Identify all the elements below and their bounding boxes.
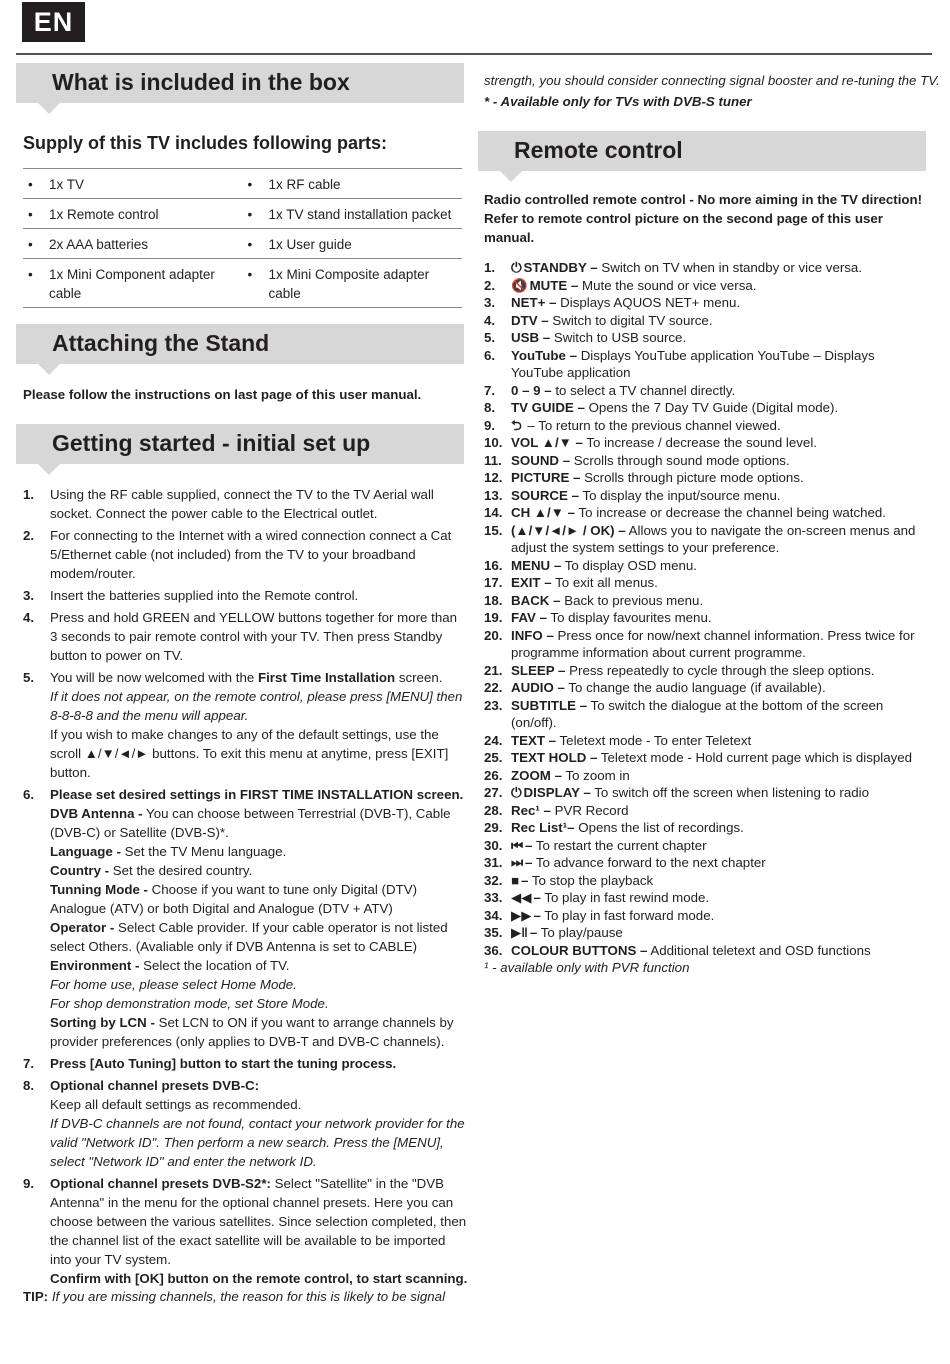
part-label: 1x Mini Composite adapter cable xyxy=(268,267,430,301)
item-number: 10. xyxy=(484,435,503,450)
list-item: 5. You will be now welcomed with the First Time Installation screen. If it does not appear, on the remote control, please press [MENU] then 8-8-8-8 and the menu will appear. If you wish to make changes to any of the default settings, use the scroll ▲/▼/◄/► buttons. To exit this menu at anytime, press [EXIT] button. xyxy=(23,670,463,780)
list-item xyxy=(484,942,929,960)
bullet-icon: • xyxy=(28,207,33,222)
button-description: Displays YouTube application YouTube – Displays YouTube application xyxy=(511,347,875,380)
header-notch xyxy=(500,171,522,182)
list-item xyxy=(484,522,929,557)
list-item xyxy=(484,557,929,575)
button-name: 0 – 9 – xyxy=(511,382,552,398)
button-name: ZOOM – xyxy=(511,767,562,783)
button-description: Press once for now/next channel information. Press twice for programme information about current programme. xyxy=(511,627,915,660)
table-row xyxy=(23,168,462,198)
skip-forward-icon: ⏭ xyxy=(511,855,523,870)
button-name: BACK – xyxy=(511,592,561,608)
button-name: TEXT – xyxy=(511,732,557,748)
item-number: 2. xyxy=(484,277,496,293)
item-number: 35. xyxy=(484,925,503,940)
button-name: NET+ – xyxy=(511,295,557,310)
table-cell xyxy=(243,229,463,258)
part-label: 1x TV xyxy=(49,177,85,192)
button-name: USB – xyxy=(511,330,551,345)
part-label: 1x Mini Component adapter cable xyxy=(49,267,215,301)
language-badge: EN xyxy=(22,2,85,42)
button-description: To switch off the screen when listening to radio xyxy=(590,785,869,800)
list-item xyxy=(484,487,929,505)
list-item xyxy=(484,854,929,872)
section-title: Attaching the Stand xyxy=(52,330,270,356)
button-name: – xyxy=(533,890,541,905)
item-number: 6. xyxy=(484,347,496,363)
list-item: 8. Optional channel presets DVB-C: Keep all default settings as recommended. If DVB-C channels are not found, contact your network provider for the valid "Network ID". Then perform a new search. Press the [MENU], select "Network ID" and enter the network ID. xyxy=(23,1078,465,1169)
list-item: 9. Optional channel presets DVB-S2*: Select "Satellite" in the "DVB Antenna" in the menu for the optional channel presets. Here you can choose between the various satellites. Since selection completed, then the channel list of the exact satellite will be available to be imported into your TV system. Confirm with [OK] button on the remote control, to start scanning. xyxy=(23,1176,468,1286)
rewind-icon: ◀◀ xyxy=(511,890,532,905)
table-cell xyxy=(243,199,463,228)
list-item xyxy=(484,312,929,330)
button-name: CH ▲/▼ – xyxy=(511,505,576,520)
item-number: 9. xyxy=(484,417,496,433)
list-item xyxy=(484,889,929,907)
item-number: 31. xyxy=(484,855,503,870)
section-header-remote xyxy=(478,131,926,171)
button-name: YouTube – xyxy=(511,347,577,363)
button-name: – xyxy=(521,872,529,888)
part-label: 1x User guide xyxy=(268,237,352,252)
header-notch xyxy=(38,364,60,375)
button-description: Additional teletext and OSD functions xyxy=(647,942,871,958)
list-item xyxy=(484,329,929,347)
button-name: – xyxy=(529,925,538,940)
list-item xyxy=(484,574,929,592)
item-number: 28. xyxy=(484,802,503,818)
button-description: PVR Record xyxy=(550,802,629,818)
list-item xyxy=(484,259,929,277)
item-number: 4. xyxy=(484,312,496,328)
parts-table xyxy=(23,168,462,308)
button-name: TV GUIDE – xyxy=(511,400,585,415)
button-description: Switch to USB source. xyxy=(550,330,687,345)
bullet-icon: • xyxy=(247,267,253,282)
mute-icon: 🔇 xyxy=(511,277,528,293)
button-description: Back to previous menu. xyxy=(560,592,704,608)
button-name: SOURCE – xyxy=(511,487,579,503)
item-number: 8. xyxy=(484,400,496,415)
button-description: Opens the 7 Day TV Guide (Digital mode). xyxy=(584,400,839,415)
setup-steps xyxy=(23,485,468,1291)
item-number: 16. xyxy=(484,557,503,573)
table-cell xyxy=(23,169,243,198)
item-number: 15. xyxy=(484,522,503,538)
header-notch xyxy=(38,103,60,114)
item-number: 33. xyxy=(484,890,503,905)
tip-label: TIP: xyxy=(23,1289,49,1304)
button-name: SOUND – xyxy=(511,452,571,468)
item-number: 17. xyxy=(484,575,503,590)
list-item xyxy=(484,767,929,785)
list-item xyxy=(484,802,929,820)
button-name: COLOUR BUTTONS – xyxy=(511,942,648,958)
button-name: MENU – xyxy=(511,557,562,573)
list-item: 7. Press [Auto Tuning] button to start the tuning process. xyxy=(23,1056,397,1071)
bullet-icon: • xyxy=(247,207,253,222)
skip-back-icon: ⏮ xyxy=(511,837,523,853)
power-icon: ⏻ xyxy=(511,260,522,275)
item-number: 20. xyxy=(484,627,503,643)
button-description: Allows you to navigate the on-screen menus and adjust the system settings to your preference. xyxy=(511,522,916,555)
button-description: To zoom in xyxy=(561,767,630,783)
list-item xyxy=(484,399,929,417)
button-name: TEXT HOLD – xyxy=(511,750,598,765)
list-item xyxy=(484,504,929,522)
item-number: 5. xyxy=(484,330,496,345)
button-name: DISPLAY – xyxy=(523,785,591,800)
list-item: 6. Please set desired settings in FIRST TIME INSTALLATION screen. DVB Antenna - You can choose between Terrestrial (DVB-T), Cable (DVB-C) or Satellite (DVB-S)*. Language - Set the TV Menu language. Country - Set the desired country. Tunning Mode - Choose if you want to tune only Digital (DTV) Analogue (ATV) or both Digital and Analogue (DTV + ATV) Operator - Select Cable provider. If your cable operator is not listed select Others. (Avaliable only if DVB Antenna is set to CABLE) Environment - Select the location of TV. For home use, please select Home Mode. For shop demonstration mode, set Store Mode. Sorting by LCN - Set LCN to ON if you want to arrange channels by provider preferences (only applies to DVB-T and DVB-C channels). xyxy=(23,787,464,1049)
item-number: 29. xyxy=(484,820,503,835)
button-description: Mute the sound or vice versa. xyxy=(578,277,757,293)
stop-icon: ■ xyxy=(511,872,520,888)
tip-note xyxy=(23,1287,445,1306)
tip-text: If you are missing channels, the reason for this is likely to be signal xyxy=(51,1289,446,1304)
button-description: To exit all menus. xyxy=(551,575,658,590)
button-name: DTV – xyxy=(511,312,549,328)
list-item xyxy=(484,819,929,837)
bullet-icon: • xyxy=(28,177,33,192)
button-name: SLEEP – xyxy=(511,662,566,678)
button-name: Rec List¹– xyxy=(511,820,575,835)
item-number: 34. xyxy=(484,907,503,923)
list-item: 1. Using the RF cable supplied, connect the TV to the TV Aerial wall socket. Connect the power cable to the Electrical outlet. xyxy=(23,487,434,521)
fast-forward-icon: ▶▶ xyxy=(511,907,532,923)
item-number: 27. xyxy=(484,785,503,800)
item-number: 19. xyxy=(484,610,503,625)
button-description: Press repeatedly to cycle through the sleep options. xyxy=(565,662,875,678)
list-item xyxy=(484,784,929,802)
section-title: What is included in the box xyxy=(52,69,350,95)
button-description: To play/pause xyxy=(537,925,623,940)
list-item xyxy=(484,907,929,925)
section-title: Getting started - initial set up xyxy=(52,430,371,456)
item-number: 26. xyxy=(484,767,503,783)
dvb-s-note: * - Available only for TVs with DVB-S tuner xyxy=(484,94,752,109)
list-item xyxy=(484,679,929,697)
button-name: VOL ▲/▼ – xyxy=(511,435,583,450)
button-description: To increase or decrease the channel being watched. xyxy=(575,505,886,520)
button-description: To change the audio language (if available). xyxy=(564,680,826,695)
item-number: 3. xyxy=(484,295,496,310)
part-label: 2x AAA batteries xyxy=(49,237,149,252)
button-name: – xyxy=(533,907,541,923)
list-item xyxy=(484,627,929,662)
header-notch xyxy=(38,464,60,475)
button-description: To switch the dialogue at the bottom of the screen (on/off). xyxy=(511,697,884,730)
button-description: Scrolls through sound mode options. xyxy=(570,452,790,468)
list-item xyxy=(484,697,929,732)
button-name: SUBTITLE – xyxy=(511,697,588,713)
button-name: FAV – xyxy=(511,610,547,625)
item-number: 14. xyxy=(484,505,503,520)
button-description: Teletext mode - To enter Teletext xyxy=(556,732,752,748)
list-item xyxy=(484,294,929,312)
list-item xyxy=(484,434,929,452)
stand-instructions: Please follow the instructions on last page of this user manual. xyxy=(23,387,422,402)
list-item xyxy=(484,732,929,750)
list-item xyxy=(484,872,929,890)
button-description: Teletext mode - Hold current page which is displayed xyxy=(597,750,913,765)
table-row xyxy=(23,258,462,308)
bullet-icon: • xyxy=(28,237,33,252)
button-name: (▲/▼/◄/► / OK) – xyxy=(511,522,626,538)
section-title: Remote control xyxy=(514,137,683,163)
list-item xyxy=(484,347,929,382)
button-name: MUTE – xyxy=(529,277,579,293)
button-name: – xyxy=(524,837,533,853)
list-item: 3. Insert the batteries supplied into the Remote control. xyxy=(23,588,359,603)
list-item xyxy=(484,662,929,680)
button-name: Rec¹ – xyxy=(511,802,551,818)
list-item xyxy=(484,837,929,855)
bullet-icon: • xyxy=(28,267,33,282)
button-description: To play in fast rewind mode. xyxy=(540,890,710,905)
button-description: To display OSD menu. xyxy=(561,557,697,573)
footnote: ¹ - available only with PVR function xyxy=(484,960,690,975)
list-item: 2. For connecting to the Internet with a wired connection connect a Cat 5/Ethernet cable (not included) from the TV to your broadband modem/router. xyxy=(23,528,452,581)
button-description: To restart the current chapter xyxy=(532,837,707,853)
button-description: To advance forward to the next chapter xyxy=(532,855,766,870)
table-cell xyxy=(243,169,463,198)
item-number: 24. xyxy=(484,732,503,748)
part-label: 1x RF cable xyxy=(268,177,341,192)
list-item xyxy=(484,417,929,435)
remote-buttons-list xyxy=(484,259,929,959)
button-description: Switch on TV when in standby or vice versa. xyxy=(597,260,863,275)
bullet-icon: • xyxy=(247,237,253,252)
item-number: 18. xyxy=(484,592,503,608)
list-item xyxy=(484,452,929,470)
table-cell xyxy=(243,259,463,307)
item-number: 25. xyxy=(484,750,503,765)
button-name: INFO – xyxy=(511,627,554,643)
button-description: To display favourites menu. xyxy=(546,610,712,625)
button-description: To play in fast forward mode. xyxy=(540,907,715,923)
table-cell xyxy=(23,229,243,258)
supply-heading: Supply of this TV includes following parts: xyxy=(23,133,388,153)
power-icon: ⏻ xyxy=(511,785,522,800)
bullet-icon: • xyxy=(247,177,253,192)
section-header-setup xyxy=(16,424,464,464)
table-row xyxy=(23,198,462,228)
section-header-stand xyxy=(16,324,464,364)
button-description: Opens the list of recordings. xyxy=(574,820,744,835)
button-description: To stop the playback xyxy=(528,872,654,888)
item-number: 11. xyxy=(484,452,502,468)
list-item xyxy=(484,469,929,487)
button-description: To display the input/source menu. xyxy=(578,487,781,503)
item-number: 32. xyxy=(484,872,503,888)
table-cell xyxy=(23,199,243,228)
button-description: to select a TV channel directly. xyxy=(551,382,736,398)
continued-text: strength, you should consider connecting signal booster and re-tuning the TV. xyxy=(484,73,940,88)
section-header-box xyxy=(16,63,464,103)
item-number: 22. xyxy=(484,680,503,695)
button-description: Scrolls through picture mode options. xyxy=(580,470,804,485)
list-item xyxy=(484,609,929,627)
table-row xyxy=(23,228,462,258)
item-number: 1. xyxy=(484,260,496,275)
item-number: 30. xyxy=(484,837,503,853)
button-name: AUDIO – xyxy=(511,680,565,695)
list-item xyxy=(484,749,929,767)
button-name: PICTURE – xyxy=(511,470,581,485)
item-number: 7. xyxy=(484,382,496,398)
part-label: 1x Remote control xyxy=(49,207,159,222)
button-description: To increase / decrease the sound level. xyxy=(582,435,817,450)
button-name: EXIT – xyxy=(511,575,552,590)
item-number: 13. xyxy=(484,487,503,503)
button-description: Displays AQUOS NET+ menu. xyxy=(556,295,741,310)
top-divider xyxy=(16,53,932,55)
remote-intro: Radio controlled remote control - No more aiming in the TV direction! Refer to remote control picture on the second page of this user manual. xyxy=(484,192,923,245)
item-number: 12. xyxy=(484,470,503,485)
button-name: STANDBY – xyxy=(523,260,598,275)
table-cell xyxy=(23,259,243,307)
list-item xyxy=(484,592,929,610)
button-description: – To return to the previous channel viewed. xyxy=(523,417,781,433)
item-number: 36. xyxy=(484,942,503,958)
item-number: 21. xyxy=(484,662,503,678)
return-icon: ⮌ xyxy=(511,417,522,433)
list-item: 4. Press and hold GREEN and YELLOW buttons together for more than 3 seconds to pair remote control with your TV. Then press Standby button to power on TV. xyxy=(23,610,458,663)
list-item xyxy=(484,382,929,400)
item-number: 23. xyxy=(484,697,503,713)
part-label: 1x TV stand installation packet xyxy=(268,207,452,222)
list-item xyxy=(484,924,929,942)
button-description: Switch to digital TV source. xyxy=(548,312,713,328)
button-name: – xyxy=(524,855,533,870)
list-item xyxy=(484,277,929,295)
play-pause-icon: ▶‖ xyxy=(511,925,528,940)
